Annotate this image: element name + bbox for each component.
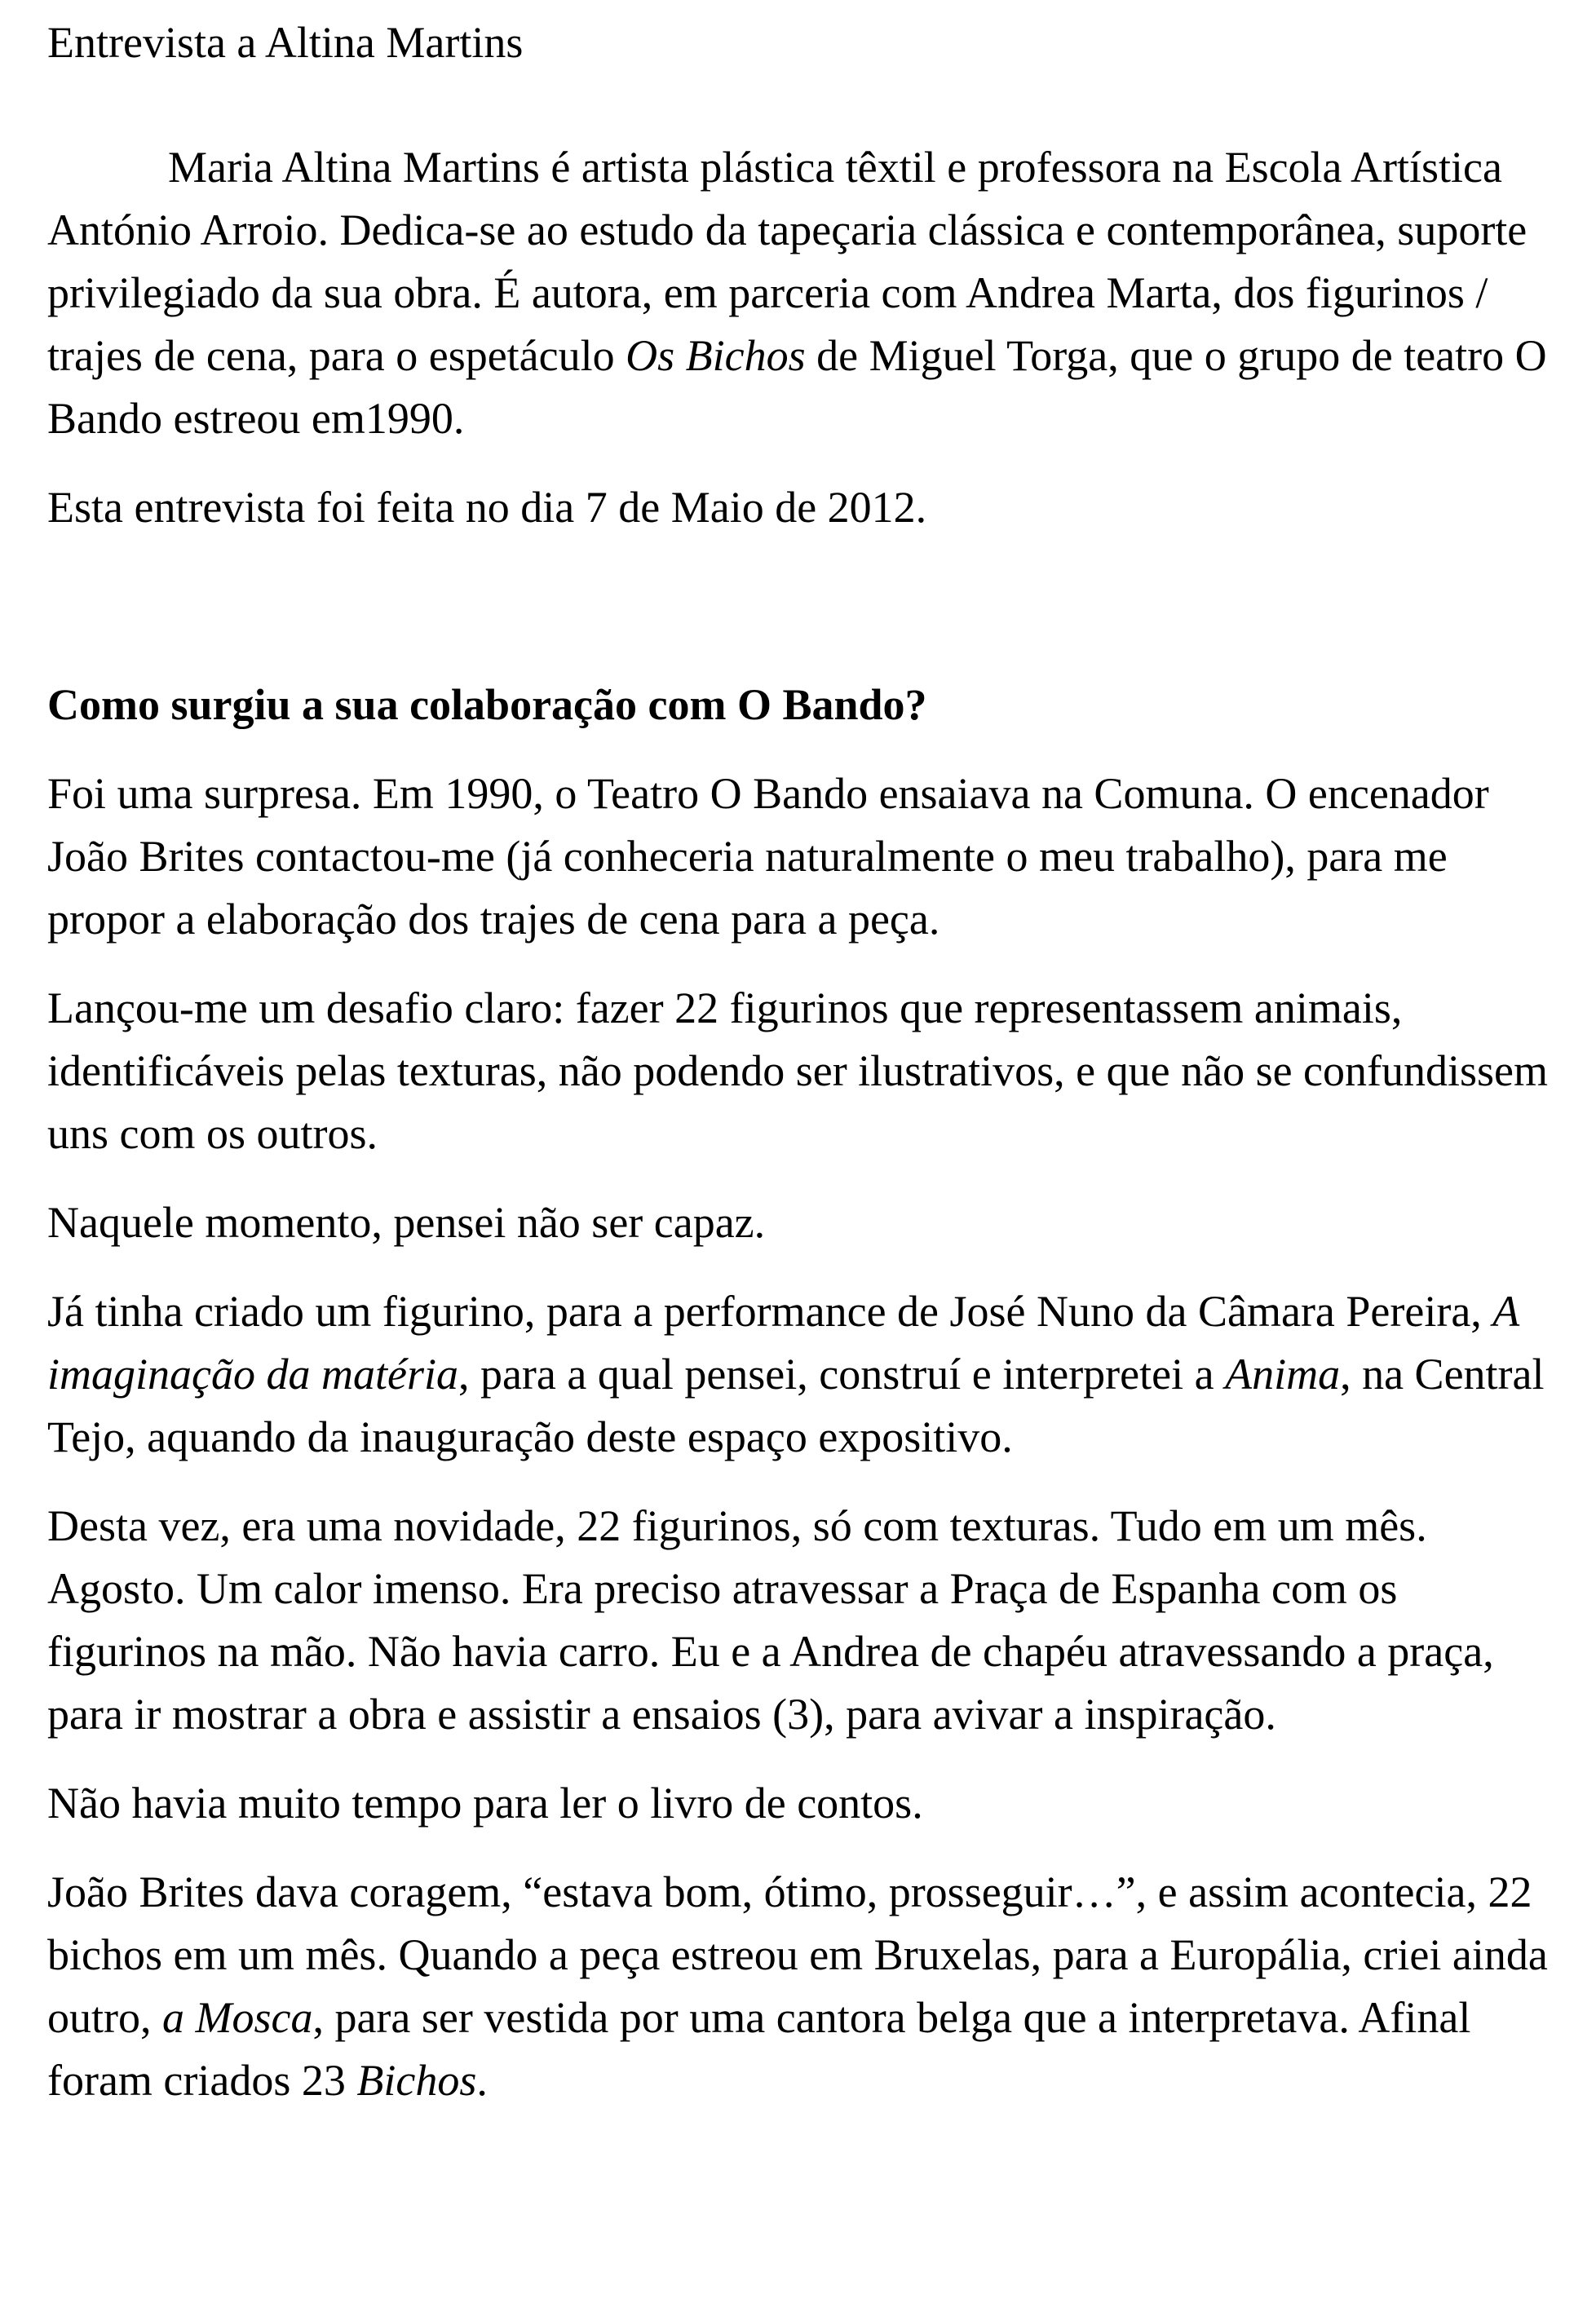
interview-date: Esta entrevista foi feita no dia 7 de Maio de 2012.: [47, 483, 927, 532]
answer-7-italic-1: a Mosca: [162, 1993, 313, 2042]
answer-7-text-2: , para ser vestida por uma cantora belga que a interpretava. Afinal foram criados 23: [47, 1993, 1471, 2105]
answer-paragraph-7: [47, 1861, 1548, 2112]
answer-7-italic-2: Bichos: [356, 2056, 477, 2105]
answer-4-text-1: Já tinha criado um figurino, para a performance de José Nuno da Câmara Pereira,: [47, 1287, 1493, 1336]
document-title: Entrevista a Altina Martins: [47, 18, 524, 67]
answer-paragraph-3: Naquele momento, pensei não ser capaz.: [47, 1198, 766, 1247]
answer-paragraph-1: Foi uma surpresa. Em 1990, o Teatro O Bando ensaiava na Comuna. O encenador João Brites contactou-me (já conheceria naturalmente o meu trabalho), para me propor a elaboração dos trajes de cena para a peça.: [47, 769, 1489, 944]
answer-paragraph-6: Não havia muito tempo para ler o livro de contos.: [47, 1779, 923, 1828]
interview-question: Como surgiu a sua colaboração com O Bando?: [47, 680, 927, 729]
answer-paragraph-2: Lançou-me um desafio claro: fazer 22 figurinos que representassem animais, identificáveis pelas texturas, não podendo ser ilustrativos, e que não se confundissem uns com os outros.: [47, 983, 1549, 1158]
answer-7-text-3: .: [476, 2056, 488, 2105]
answer-4-text-2: , para a qual pensei, construí e interpretei a: [458, 1350, 1226, 1399]
intro-paragraph: [47, 136, 1548, 450]
intro-text-2: de Miguel Torga, que o grupo de teatro O Bando estreou em1990.: [47, 331, 1547, 443]
intro-text-1: Maria Altina Martins é artista plástica têxtil e professora na Escola Artística António Arroio. Dedica-se ao estudo da tapeçaria clássica e contemporânea, suporte privilegiado da sua obra. É autora, em parceria com Andrea Marta, dos figurinos / trajes de cena, para o espetáculo: [47, 143, 1527, 380]
answer-paragraph-4: [47, 1280, 1548, 1469]
intro-italic-title: Os Bichos: [626, 331, 806, 380]
answer-4-italic-2: Anima: [1225, 1350, 1341, 1399]
answer-7-text-1: João Brites dava coragem, “estava bom, ótimo, prosseguir…”, e assim acontecia, 22 bichos em um mês. Quando a peça estreou em Bruxelas, para a Europália, criei ainda outro,: [47, 1867, 1548, 2042]
answer-4-text-3: , na Central Tejo, aquando da inauguração deste espaço expositivo.: [47, 1350, 1545, 1461]
document-body: [47, 0, 1548, 2112]
answer-paragraph-5: Desta vez, era uma novidade, 22 figurinos, só com texturas. Tudo em um mês. Agosto. Um calor imenso. Era preciso atravessar a Praça de Espanha com os figurinos na mão. Não havia carro. Eu e a Andrea de chapéu atravessando a praça, para ir mostrar a obra e assistir a ensaios (3), para avivar a inspiração.: [47, 1501, 1494, 1739]
answer-4-italic-1: A imaginação da matéria: [47, 1287, 1519, 1399]
